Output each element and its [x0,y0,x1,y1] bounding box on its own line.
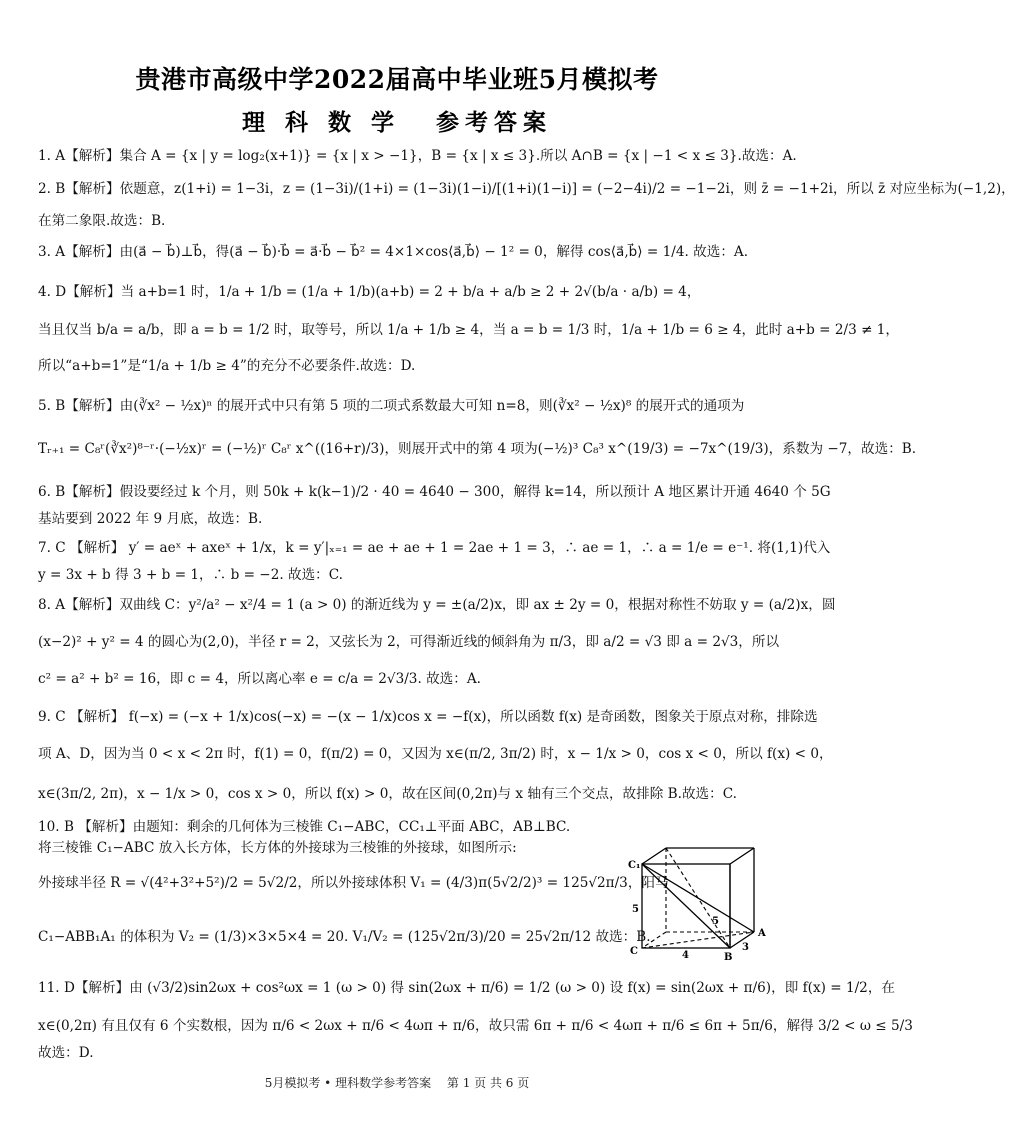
answer-6-cont: 基站要到 2022 年 9 月底，故选：B. [38,511,263,527]
answer-key-label: 参考答案 [436,109,553,136]
figure-label-height: 5 [632,904,639,915]
page-footer [0,1074,794,1091]
answer-4: 4. D【解析】当 a+b=1 时，1/a + 1/b = (1/a + 1/b)(a+b) = 2 + b/a + a/b ≥ 2 + 2√(b/a · a/b) = 4， [38,284,701,300]
answer-5-cont: Tᵣ₊₁ = C₈ʳ(∛x²)⁸⁻ʳ·(−½x)ʳ = (−½)ʳ C₈ʳ x^((16+r)/3)，则展开式中的第 4 项为(−½)³ C₈³ x^(19/3) = −7x^(19/3)，系数为 −7，故选：B. [38,441,917,457]
answer-4-end: 所以“a+b=1”是“1/a + 1/b ≥ 4”的充分不必要条件.故选：D. [38,358,416,374]
subject-label: 理 科 数 学 [241,109,401,136]
answer-3: 3. A【解析】由(a⃗ − b⃗)⊥b⃗，得(a⃗ − b⃗)·b⃗ = a⃗·b⃗ − b⃗² = 4×1×cos⟨a⃗,b⃗⟩ − 1² = 0，解得 cos⟨a⃗,b⃗⟩ = 1/4. 故选：A. [38,244,749,260]
figure-label-c1: C₁ [628,860,641,871]
answer-10-radius: 外接球半径 R = √(4²+3²+5²)/2 = 5√2/2，所以外接球体积 V₁ = (4/3)π(5√2/2)³ = 125√2π/3，阳马 [38,875,669,891]
answer-11: 11. D【解析】由 (√3/2)sin2ωx + cos²ωx = 1 (ω > 0) 得 sin(2ωx + π/6) = 1/2 (ω > 0) 设 f(x) = sin(2ωx + π/6)，即 f(x) = 1/2，在 [38,980,896,996]
answer-9-cont: 项 A、D，因为当 0 < x < 2π 时，f(1) = 0，f(π/2) = 0，又因为 x∈(π/2, 3π/2) 时，x − 1/x > 0，cos x < 0，所以 f(x) < 0， [38,746,833,762]
figure-label-b: B [724,952,733,963]
answer-11-end: 故选：D. [38,1045,94,1061]
answer-11-cont: x∈(0,2π) 有且仅有 6 个实数根，因为 π/6 < 2ωx + π/6 < 4ωπ + π/6，故只需 6π + π/6 < 4ωπ + π/6 ≤ 6π + 5π/6，解得 3/2 < ω ≤ 5/3 [38,1018,913,1034]
answer-4-cont: 当且仅当 b/a = a/b，即 a = b = 1/2 时，取等号，所以 1/a + 1/b ≥ 4，当 a = b = 1/3 时，1/a + 1/b = 6 ≥ 4，此时 a+b = 2/3 ≠ 1， [38,322,900,338]
answer-6: 6. B【解析】假设要经过 k 个月，则 50k + k(k−1)/2 · 40 = 4640 − 300，解得 k=14，所以预计 A 地区累计开通 4640 个 5G [38,484,831,500]
figure-label-base-length: 4 [682,950,689,961]
answer-1: 1. A【解析】集合 A = {x | y = log₂(x+1)} = {x | x > −1}，B = {x | x ≤ 3}.所以 A∩B = {x | −1 < x ≤ 3}.故选：A. [38,148,797,164]
answer-8-cont: (x−2)² + y² = 4 的圆心为(2,0)，半径 r = 2，又弦长为 2，可得渐近线的倾斜角为 π/3，即 a/2 = √3 即 a = 2√3，所以 [38,634,780,650]
answer-2: 2. B【解析】依题意，z(1+i) = 1−3i，z = (1−3i)/(1+i) = (1−3i)(1−i)/[(1+i)(1−i)] = (−2−4i)/2 = −1−2i，则 z̄ = −1+2i，所以 z̄ 对应坐标为(−1,2)， [38,181,1015,197]
answer-10-cont: 将三棱锥 C₁−ABC 放入长方体，长方体的外接球为三棱锥的外接球，如图所示: [38,840,517,856]
answer-10: 10. B 【解析】由题知：剩余的几何体为三棱锥 C₁−ABC，CC₁⊥平面 ABC，AB⊥BC. [38,819,571,835]
document-title: 贵港市高级中学2022届高中毕业班5月模拟考 [135,65,659,94]
figure-label-base-width: 3 [742,942,749,953]
answer-9: 9. C 【解析】 f(−x) = (−x + 1/x)cos(−x) = −(x − 1/x)cos x = −f(x)，所以函数 f(x) 是奇函数，图象关于原点对称，排除选 [38,709,818,725]
cuboid-figure [624,840,772,963]
document-subtitle [0,104,794,137]
figure-label-a: A [758,928,766,939]
answer-7-cont: y = 3x + b 得 3 + b = 1，∴ b = −2. 故选：C. [38,567,344,583]
answer-7: 7. C 【解析】 y′ = aeˣ + axeˣ + 1/x，k = y′|ₓ₌₁ = ae + ae + 1 = 2ae + 1 = 3，∴ ae = 1，∴ a = 1/e = e⁻¹. 将(1,1)代入 [38,540,831,556]
answer-8-end: c² = a² + b² = 16，即 c = 4，所以离心率 e = c/a = 2√3/3. 故选：A. [38,671,482,687]
footer-page-number: 第 1 页 共 6 页 [446,1076,530,1090]
answer-9-end: x∈(3π/2, 2π)，x − 1/x > 0，cos x > 0，所以 f(x) > 0，故在区间(0,2π)与 x 轴有三个交点，故排除 B.故选：C. [38,786,737,802]
footer-title: 5月模拟考 • 理科数学参考答案 [264,1076,432,1090]
answer-2-cont: 在第二象限.故选：B. [38,213,166,229]
figure-label-c: C [630,946,638,957]
figure-label-diagonal: 5 [712,916,719,927]
answer-10-volume: C₁−ABB₁A₁ 的体积为 V₂ = (1/3)×3×5×4 = 20. V₁/V₂ = (125√2π/3)/20 = 25√2π/12 故选：B. [38,929,651,945]
answer-8: 8. A【解析】双曲线 C：y²/a² − x²/4 = 1 (a > 0) 的渐近线为 y = ±(a/2)x，即 ax ± 2y = 0，根据对称性不妨取 y = (a/2)x，圆 [38,597,836,613]
answer-5: 5. B【解析】由(∛x² − ½x)ⁿ 的展开式中只有第 5 项的二项式系数最大可知 n=8，则(∛x² − ½x)⁸ 的展开式的通项为 [38,398,745,414]
